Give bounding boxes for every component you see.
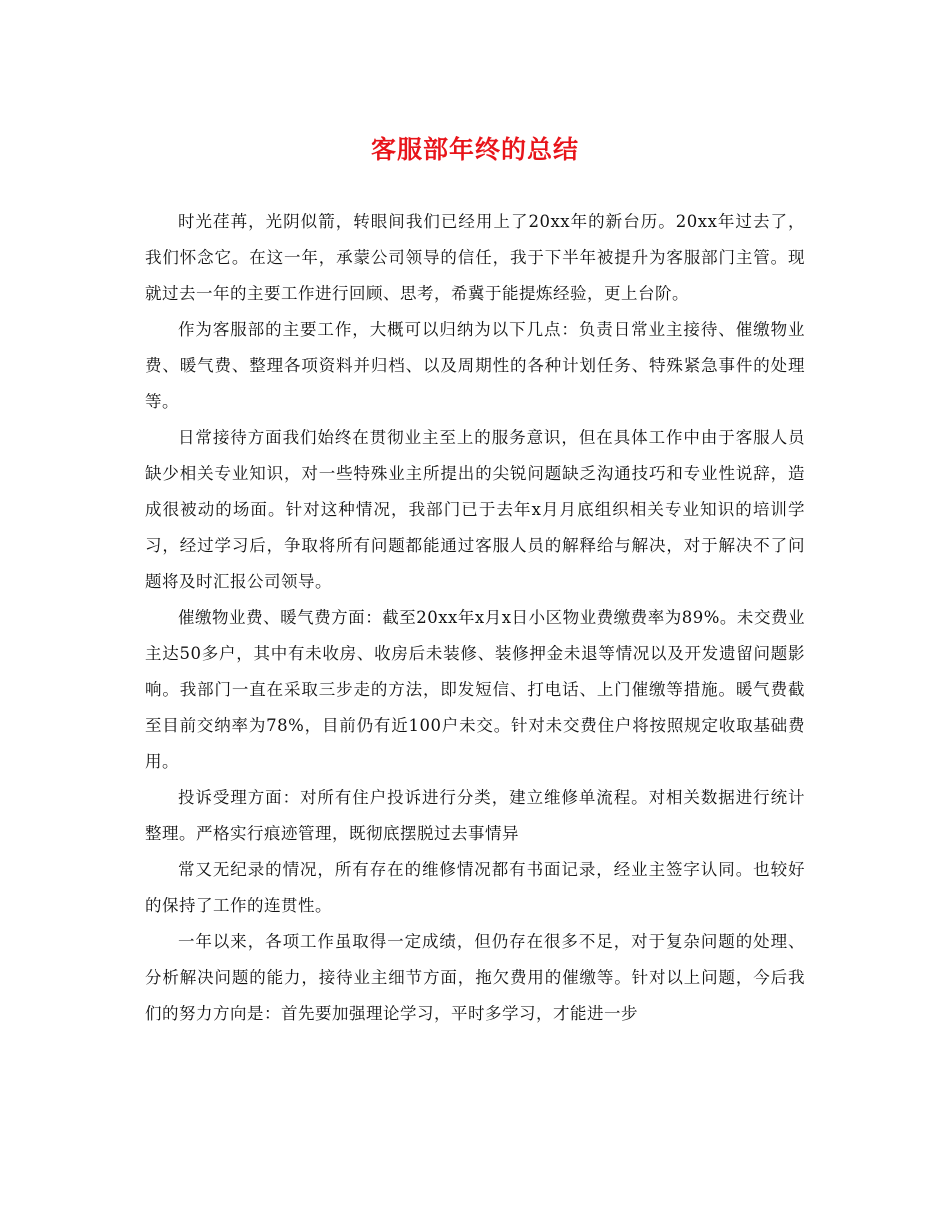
paragraph-records: 常又无纪录的情况，所有存在的维修情况都有书面记录，经业主签字认同。也较好的保持了工作的连贯性。 — [145, 860, 805, 915]
paragraph-fee-collection: 催缴物业费、暖气费方面：截至20xx年x月x日小区物业费缴费率为89%。未交费业主达50多户，其中有未收房、收房后未装修、装修押金未退等情况以及开发遗留问题影响。我部门一直在采取三步走的方法，即发短信、打电话、上门催缴等措施。暖气费截至目前交纳率为78%，目前仍有近100户未交。针对未交费住户将按照规定收取基础费用。 — [145, 608, 805, 771]
paragraph-intro: 时光荏苒，光阴似箭，转眼间我们已经用上了20xx年的新台历。20xx年过去了，我们怀念它。在这一年，承蒙公司领导的信任，我于下半年被提升为客服部门主管。现就过去一年的主要工作进行回顾、思考，希冀于能提炼经验，更上台阶。 — [145, 212, 805, 303]
paragraph-complaints: 投诉受理方面：对所有住户投诉进行分类，建立维修单流程。对相关数据进行统计整理。严格实行痕迹管理，既彻底摆脱过去事情异 — [145, 788, 805, 843]
paragraph-improvements: 一年以来，各项工作虽取得一定成绩，但仍存在很多不足，对于复杂问题的处理、分析解决问题的能力，接待业主细节方面，拖欠费用的催缴等。针对以上问题，今后我们的努力方向是：首先要加强理论学习，平时多学习，才能进一步 — [145, 932, 805, 1023]
document-body — [145, 204, 805, 1032]
paragraph-daily-reception: 日常接待方面我们始终在贯彻业主至上的服务意识，但在具体工作中由于客服人员缺少相关专业知识，对一些特殊业主所提出的尖锐问题缺乏沟通技巧和专业性说辞，造成很被动的场面。针对这种情况，我部门已于去年x月月底组织相关专业知识的培训学习，经过学习后，争取将所有问题都能通过客服人员的解释给与解决，对于解决不了问题将及时汇报公司领导。 — [145, 428, 805, 591]
paragraph-main-duties: 作为客服部的主要工作，大概可以归纳为以下几点：负责日常业主接待、催缴物业费、暖气费、整理各项资料并归档、以及周期性的各种计划任务、特殊紧急事件的处理等。 — [145, 320, 805, 411]
document-title: 客服部年终的总结 — [370, 135, 579, 164]
